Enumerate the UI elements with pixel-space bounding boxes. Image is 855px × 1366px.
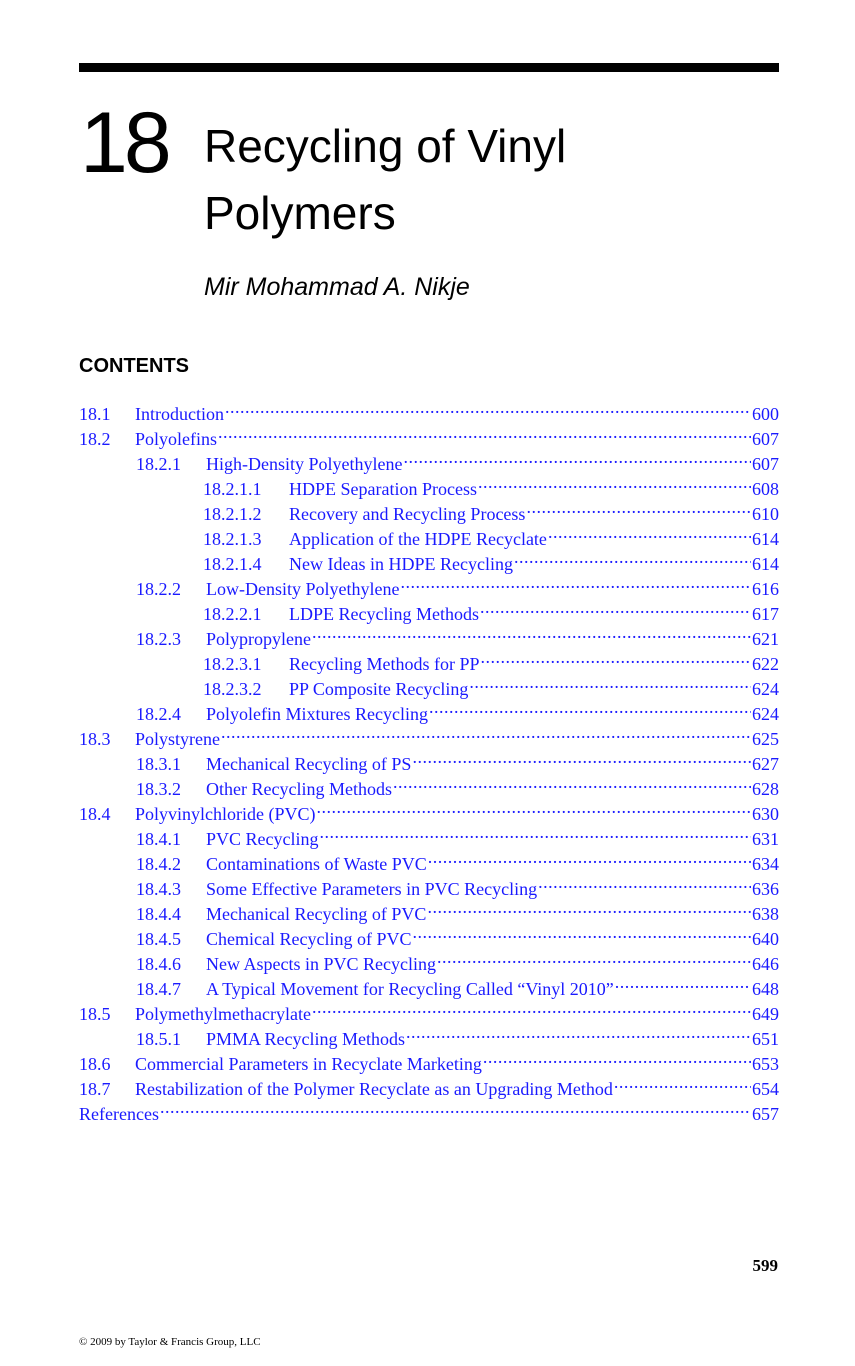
toc-section-title[interactable]: Some Effective Parameters in PVC Recycling: [206, 879, 538, 899]
toc-section-title[interactable]: HDPE Separation Process: [289, 479, 477, 499]
toc-section-number: 18.4.6: [136, 954, 181, 974]
toc-section-number: 18.4.7: [136, 979, 181, 999]
toc-entry[interactable]: [79, 620, 779, 649]
toc-page-number[interactable]: 627: [752, 754, 779, 774]
toc-section-title[interactable]: New Aspects in PVC Recycling: [206, 954, 436, 974]
toc-dot-leader: [480, 595, 751, 620]
toc-dot-leader: [406, 1020, 751, 1045]
toc-section-number: 18.2.1.1: [203, 479, 262, 499]
contents-heading: CONTENTS: [79, 355, 189, 377]
toc-dot-leader: [312, 620, 751, 645]
toc-dot-leader: [218, 420, 751, 445]
toc-dot-leader: [615, 970, 751, 995]
toc-dot-leader: [427, 895, 751, 920]
toc-section-title[interactable]: PMMA Recycling Methods: [206, 1029, 406, 1049]
toc-dot-leader: [393, 770, 751, 795]
toc-page-number[interactable]: 654: [752, 1079, 779, 1099]
toc-section-number: 18.2: [79, 429, 111, 449]
toc-page-number[interactable]: 614: [752, 554, 779, 574]
toc-section-number: 18.2.3: [136, 629, 181, 649]
toc-section-number: 18.2.1.2: [203, 504, 262, 524]
toc-page-number[interactable]: 600: [752, 404, 779, 424]
toc-page-number[interactable]: 616: [752, 579, 779, 599]
page-number: 599: [752, 1256, 778, 1275]
toc-page-number[interactable]: 614: [752, 529, 779, 549]
toc-section-number: 18.2.3.2: [203, 679, 262, 699]
toc-page-number[interactable]: 608: [752, 479, 779, 499]
toc-section-title[interactable]: High-Density Polyethylene: [206, 454, 403, 474]
toc-dot-leader: [412, 920, 751, 945]
toc-page-number[interactable]: 651: [752, 1029, 779, 1049]
toc-section-title[interactable]: Application of the HDPE Recyclate: [289, 529, 547, 549]
toc-section-number: 18.4.1: [136, 829, 181, 849]
toc-dot-leader: [225, 395, 751, 420]
toc-dot-leader: [483, 1045, 751, 1070]
toc-section-title[interactable]: A Typical Movement for Recycling Called “Vinyl 2010”: [206, 979, 614, 999]
toc-section-number: 18.6: [79, 1054, 111, 1074]
toc-entry[interactable]: [79, 695, 779, 724]
toc-page-number[interactable]: 617: [752, 604, 779, 624]
toc-dot-leader: [614, 1070, 751, 1095]
toc-section-title[interactable]: Polyolefins: [135, 429, 218, 449]
author-name: Mir Mohammad A. Nikje: [204, 273, 470, 301]
table-of-contents: [79, 395, 779, 1124]
toc-page-number[interactable]: 610: [752, 504, 779, 524]
toc-section-title[interactable]: Low-Density Polyethylene: [206, 579, 400, 599]
toc-section-title[interactable]: New Ideas in HDPE Recycling: [289, 554, 513, 574]
toc-page-number[interactable]: 648: [752, 979, 779, 999]
toc-page-number[interactable]: 646: [752, 954, 779, 974]
toc-section-title[interactable]: Mechanical Recycling of PS: [206, 754, 412, 774]
toc-dot-leader: [481, 645, 752, 670]
toc-dot-leader: [548, 520, 751, 545]
toc-page-number[interactable]: 638: [752, 904, 779, 924]
toc-page-number[interactable]: 649: [752, 1004, 779, 1024]
toc-dot-leader: [320, 820, 752, 845]
toc-section-number: 18.4.3: [136, 879, 181, 899]
toc-section-number: 18.2.1.3: [203, 529, 262, 549]
toc-dot-leader: [478, 470, 751, 495]
toc-section-number: 18.1: [79, 404, 111, 424]
toc-dot-leader: [469, 670, 751, 695]
toc-page-number[interactable]: 657: [752, 1104, 779, 1124]
toc-section-number: 18.2.1: [136, 454, 181, 474]
toc-section-number: 18.3.1: [136, 754, 181, 774]
toc-dot-leader: [428, 845, 751, 870]
toc-section-title[interactable]: References: [79, 1104, 159, 1124]
toc-page-number[interactable]: 640: [752, 929, 779, 949]
toc-dot-leader: [429, 695, 751, 720]
toc-section-number: 18.5.1: [136, 1029, 181, 1049]
toc-entry[interactable]: [79, 1095, 779, 1124]
toc-page-number[interactable]: 624: [752, 704, 779, 724]
toc-section-number: 18.4: [79, 804, 111, 824]
toc-section-title[interactable]: PVC Recycling: [206, 829, 319, 849]
toc-section-number: 18.4.2: [136, 854, 181, 874]
toc-section-number: 18.4.5: [136, 929, 181, 949]
chapter-title: Recycling of Vinyl Polymers: [204, 120, 567, 239]
toc-section-title[interactable]: Polymethylmethacrylate: [135, 1004, 311, 1024]
toc-section-title[interactable]: Polyvinylchloride (PVC): [135, 804, 316, 824]
toc-section-number: 18.2.3.1: [203, 654, 262, 674]
chapter-number: 18: [80, 95, 168, 191]
toc-section-title[interactable]: LDPE Recycling Methods: [289, 604, 479, 624]
toc-dot-leader: [514, 545, 751, 570]
toc-page-number[interactable]: 622: [752, 654, 779, 674]
toc-section-title[interactable]: Recycling Methods for PP: [289, 654, 480, 674]
toc-dot-leader: [160, 1095, 751, 1120]
toc-section-title[interactable]: Polypropylene: [206, 629, 311, 649]
toc-section-number: 18.2.2.1: [203, 604, 262, 624]
toc-section-number: 18.3: [79, 729, 111, 749]
toc-section-number: 18.4.4: [136, 904, 181, 924]
toc-dot-leader: [412, 745, 751, 770]
toc-page-number[interactable]: 630: [752, 804, 779, 824]
copyright-notice: © 2009 by Taylor & Francis Group, LLC: [79, 1336, 261, 1348]
toc-section-number: 18.2.4: [136, 704, 181, 724]
toc-section-title[interactable]: Contaminations of Waste PVC: [206, 854, 427, 874]
toc-section-title[interactable]: Mechanical Recycling of PVC: [206, 904, 427, 924]
toc-section-title[interactable]: Introduction: [135, 404, 224, 424]
toc-dot-leader: [437, 945, 751, 970]
toc-page-number[interactable]: 624: [752, 679, 779, 699]
toc-section-title[interactable]: Polystyrene: [135, 729, 220, 749]
toc-section-title[interactable]: Commercial Parameters in Recyclate Marketing: [135, 1054, 482, 1074]
toc-entry[interactable]: [79, 570, 779, 599]
toc-page-number[interactable]: 636: [752, 879, 779, 899]
toc-section-title[interactable]: Other Recycling Methods: [206, 779, 392, 799]
toc-section-title[interactable]: Chemical Recycling of PVC: [206, 929, 412, 949]
top-rule: [79, 63, 779, 72]
toc-section-title[interactable]: PP Composite Recycling: [289, 679, 469, 699]
toc-section-number: 18.3.2: [136, 779, 181, 799]
toc-dot-leader: [400, 570, 751, 595]
toc-section-title[interactable]: Polyolefin Mixtures Recycling: [206, 704, 428, 724]
toc-page-number[interactable]: 628: [752, 779, 779, 799]
toc-section-number: 18.2.1.4: [203, 554, 262, 574]
toc-page-number[interactable]: 621: [752, 629, 779, 649]
toc-dot-leader: [317, 795, 752, 820]
toc-page-number[interactable]: 625: [752, 729, 779, 749]
toc-page-number[interactable]: 634: [752, 854, 779, 874]
toc-entry[interactable]: [79, 395, 779, 424]
toc-section-number: 18.5: [79, 1004, 111, 1024]
toc-dot-leader: [526, 495, 751, 520]
toc-page-number[interactable]: 607: [752, 429, 779, 449]
toc-dot-leader: [221, 720, 751, 745]
toc-dot-leader: [312, 995, 751, 1020]
toc-dot-leader: [403, 445, 751, 470]
toc-section-title[interactable]: Recovery and Recycling Process: [289, 504, 526, 524]
toc-page-number[interactable]: 653: [752, 1054, 779, 1074]
toc-section-title[interactable]: Restabilization of the Polymer Recyclate as an Upgrading Method: [135, 1079, 613, 1099]
toc-section-number: 18.7: [79, 1079, 111, 1099]
toc-section-number: 18.2.2: [136, 579, 181, 599]
toc-page-number[interactable]: 631: [752, 829, 779, 849]
toc-page-number[interactable]: 607: [752, 454, 779, 474]
toc-dot-leader: [538, 870, 751, 895]
